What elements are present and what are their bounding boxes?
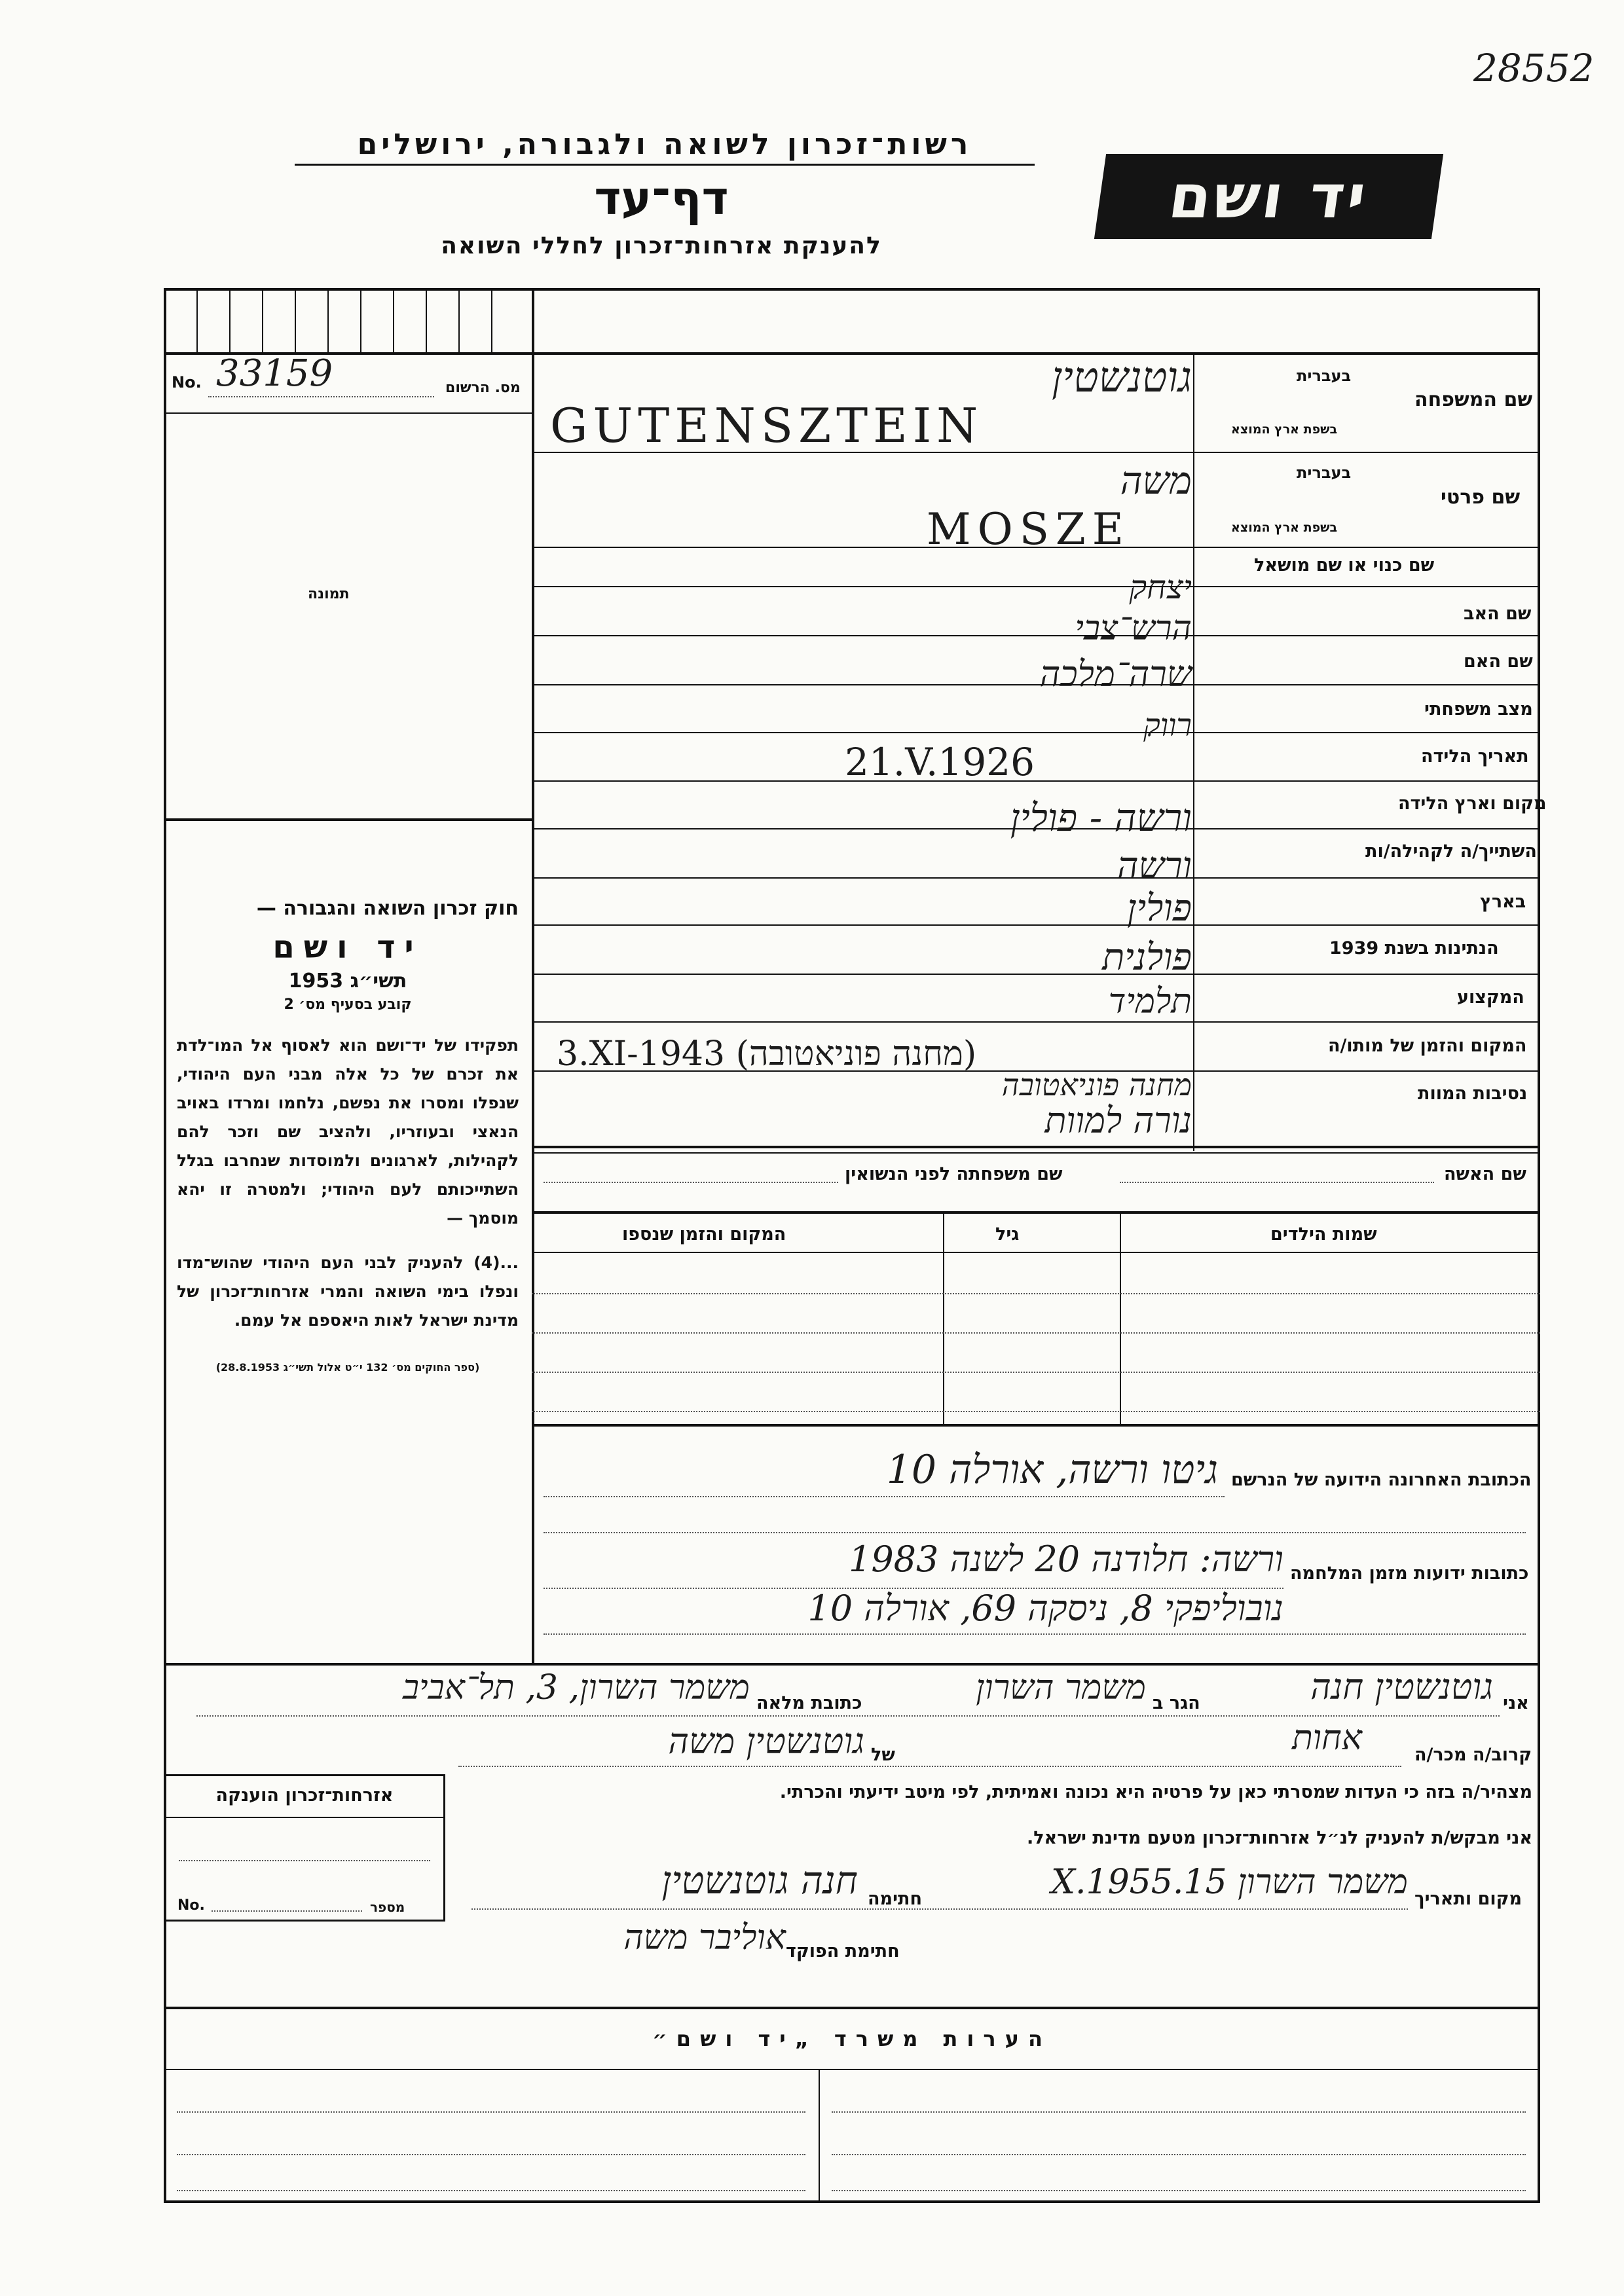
witness-city-value: משמר השרון <box>976 1668 1146 1707</box>
wife-maiden-name-label: שם משפחתה לפני הנשואין <box>845 1164 1063 1184</box>
citizenship-granted-box <box>164 1774 445 1922</box>
photo-label: תמונה <box>308 586 350 602</box>
law-text-clause4: ...(4) להעניק לבני העם היהודי שהוש־מדו ונפלו בימי השואה והמרי אזרחות־זכרון של מדינת ישראל לאות היאספם אל עמם. <box>177 1253 519 1330</box>
registration-label: מס. הרשום <box>445 380 521 396</box>
witness-request: אני מבקש/ת להעניק לנ״ל אזרחות־זכרון מטעם מדינת ישראל. <box>1026 1828 1532 1848</box>
signature-label: חתימה <box>868 1889 923 1909</box>
community-value: ורשה <box>1116 845 1192 887</box>
citizenship-1939-label: הנתינות בשנת 1939 <box>1329 938 1499 958</box>
war-addresses-value-2: נובוליפקי 8, ניסקה 69, אורלה 10 <box>807 1588 1283 1629</box>
authority-title: רשות־זכרון לשואה ולגבורה, ירושלים <box>295 128 1035 166</box>
witness-signature: חנה גוטנשטין <box>661 1858 858 1903</box>
death-cause-label: נסיבות המוות <box>1418 1084 1528 1104</box>
family-name-origin-label: בשפת ארץ המוצא <box>1231 422 1338 437</box>
children-row <box>532 1332 1540 1334</box>
logo-text: יד ושם <box>1164 161 1373 232</box>
mother-value: שרה־מלכה <box>1039 653 1192 695</box>
death-place-label: המקום והזמן של מותו/ה <box>1328 1036 1527 1056</box>
children-names-header: שמות הילדים <box>1270 1224 1377 1245</box>
citizenship-number-no-label: No. <box>177 1897 205 1914</box>
family-name-origin-value: GUTENSZTEIN <box>550 398 984 453</box>
community-label: השתייך/ה לקהילה/ות <box>1365 841 1537 862</box>
birth-date-value: 21.V.1926 <box>845 740 1035 784</box>
witness-relative-label: קרוב/ה מכר/ה <box>1414 1745 1532 1765</box>
place-date-label: מקום ותאריך <box>1414 1889 1522 1909</box>
first-name-hebrew-label: בעברית <box>1297 464 1352 482</box>
law-text-purpose: תפקידו של יד־ושם הוא לאסוף אל המו־לדת את זכרם של כל אלה מבני העם היהודי, שנפלו ומסרו את נפשם, נלחמו ומרדו באויב הנאצי ובעוזריו, ולהציב שם וזכר להם לקהילות, לארגונים ולמוסדות שנחרבו בגלל השתייכותם לעם היהודי; ולמטרה זו יהא מוסמך — <box>177 1036 519 1228</box>
citizenship-1939-value: פולנית <box>1102 936 1192 979</box>
law-title: חוק זכרון השואה והגבורה — <box>256 897 519 920</box>
law-box <box>177 897 519 1374</box>
family-name-hebrew-value: גוטנשטין <box>1051 354 1192 402</box>
witness-declaration: מצהיר/ה בזה כי העדות שמסרתי כאן על פרטיה היא נכונה ואמיתית, לפי מיטב ידיעתי והכרתי. <box>779 1782 1532 1802</box>
place-date-value: משמר השרון 15.X.1955 <box>1050 1863 1408 1902</box>
witness-of-name-value: גוטנשטין משה <box>668 1721 864 1762</box>
witness-of-label: של <box>871 1745 895 1765</box>
first-name-origin-label: בשפת ארץ המוצא <box>1231 520 1338 535</box>
war-addresses-value-1: ורשה: חלודנה 20 לשנה 1983 <box>848 1539 1283 1580</box>
witness-full-address-value: משמר השרון, 3, תל־אביב <box>402 1668 750 1707</box>
family-name-label: שם המשפחה <box>1414 388 1533 411</box>
children-age-header: גיל <box>995 1224 1020 1245</box>
death-place-extra-value: מחנה פוניאטובה <box>1001 1067 1192 1102</box>
nickname-label: שם כנוי או שם מושאל <box>1254 555 1435 575</box>
children-row <box>532 1411 1540 1412</box>
officer-signature-label: חתימת הפוקד <box>786 1941 900 1961</box>
death-cause-value: נורה למוות <box>1044 1100 1192 1141</box>
children-place-time-header: המקום והזמן שנספו <box>622 1224 786 1245</box>
witness-resides-label: הגר ב <box>1153 1693 1200 1713</box>
father-value: יצחק <box>1129 568 1192 606</box>
witness-i-label: אני <box>1503 1693 1529 1713</box>
form-title: דף־עד <box>594 172 729 225</box>
country-value: פולין <box>1127 887 1192 930</box>
form-subtitle: להענקת אזרחות־זכרון לחללי השואה <box>441 232 882 259</box>
citizenship-granted-title: אזרחות־זכרון הוענקה <box>215 1785 394 1806</box>
witness-name-value: גוטנשטין חנה <box>1310 1666 1493 1707</box>
mother-label: שם האם <box>1464 651 1533 672</box>
law-citation: (ספר החוקים מס׳ 132 י״ט אלול תשי״ג 28.8.1953) <box>215 1361 480 1374</box>
first-name-origin-value: MOSZE <box>927 504 1130 555</box>
birth-date-label: תאריך הלידה <box>1421 746 1529 767</box>
children-row <box>532 1372 1540 1373</box>
father-extra-value: הרש־צבי <box>1075 609 1192 648</box>
corner-archive-number: 28552 <box>1473 46 1595 90</box>
marital-label: מצב משפחתי <box>1424 699 1533 720</box>
citizenship-number-label: מספר <box>370 1899 405 1915</box>
war-addresses-label: כתובות ידועות מזמן המלחמה <box>1290 1563 1529 1584</box>
first-name-hebrew-value: משה <box>1120 458 1192 503</box>
father-label: שם האב <box>1464 604 1532 624</box>
law-name: יד ושם <box>272 929 423 966</box>
birth-place-label: מקום וארץ הלידה <box>1398 793 1547 814</box>
last-address-label: הכתובת האחרונה הידועה של הנרשם <box>1231 1470 1532 1490</box>
marital-value: רווק <box>1143 707 1192 744</box>
remarks-title: הערות משרד „יד ושם״ <box>652 2026 1052 2051</box>
wife-label: שם האשה <box>1444 1164 1526 1184</box>
death-place-value: 3.XI-1943 (מחנה פוניאטובה) <box>557 1034 977 1074</box>
birth-place-value: ורשה - פולין <box>1010 795 1192 840</box>
law-clause: קובע בסעיף מס׳ 2 <box>284 996 412 1013</box>
country-label: בארץ <box>1480 892 1526 912</box>
registration-no-label: No. <box>172 373 202 392</box>
yad-vashem-logo <box>1094 154 1443 239</box>
registration-number: 33159 <box>216 352 333 395</box>
witness-relation-value: אחות <box>1292 1719 1362 1758</box>
last-address-value: גיטו ורשה, אורלה 10 <box>886 1447 1218 1493</box>
officer-signature: אוליבר משה <box>623 1918 786 1958</box>
profession-value: תלמיד <box>1108 982 1192 1021</box>
first-name-label: שם פרטי <box>1441 486 1521 509</box>
law-year: תשי״ג 1953 <box>288 970 407 993</box>
family-name-hebrew-label: בעברית <box>1297 367 1352 385</box>
children-row <box>532 1293 1540 1294</box>
profession-label: המקצוע <box>1457 987 1524 1008</box>
witness-full-address-label: כתובת מלאה <box>756 1693 862 1713</box>
